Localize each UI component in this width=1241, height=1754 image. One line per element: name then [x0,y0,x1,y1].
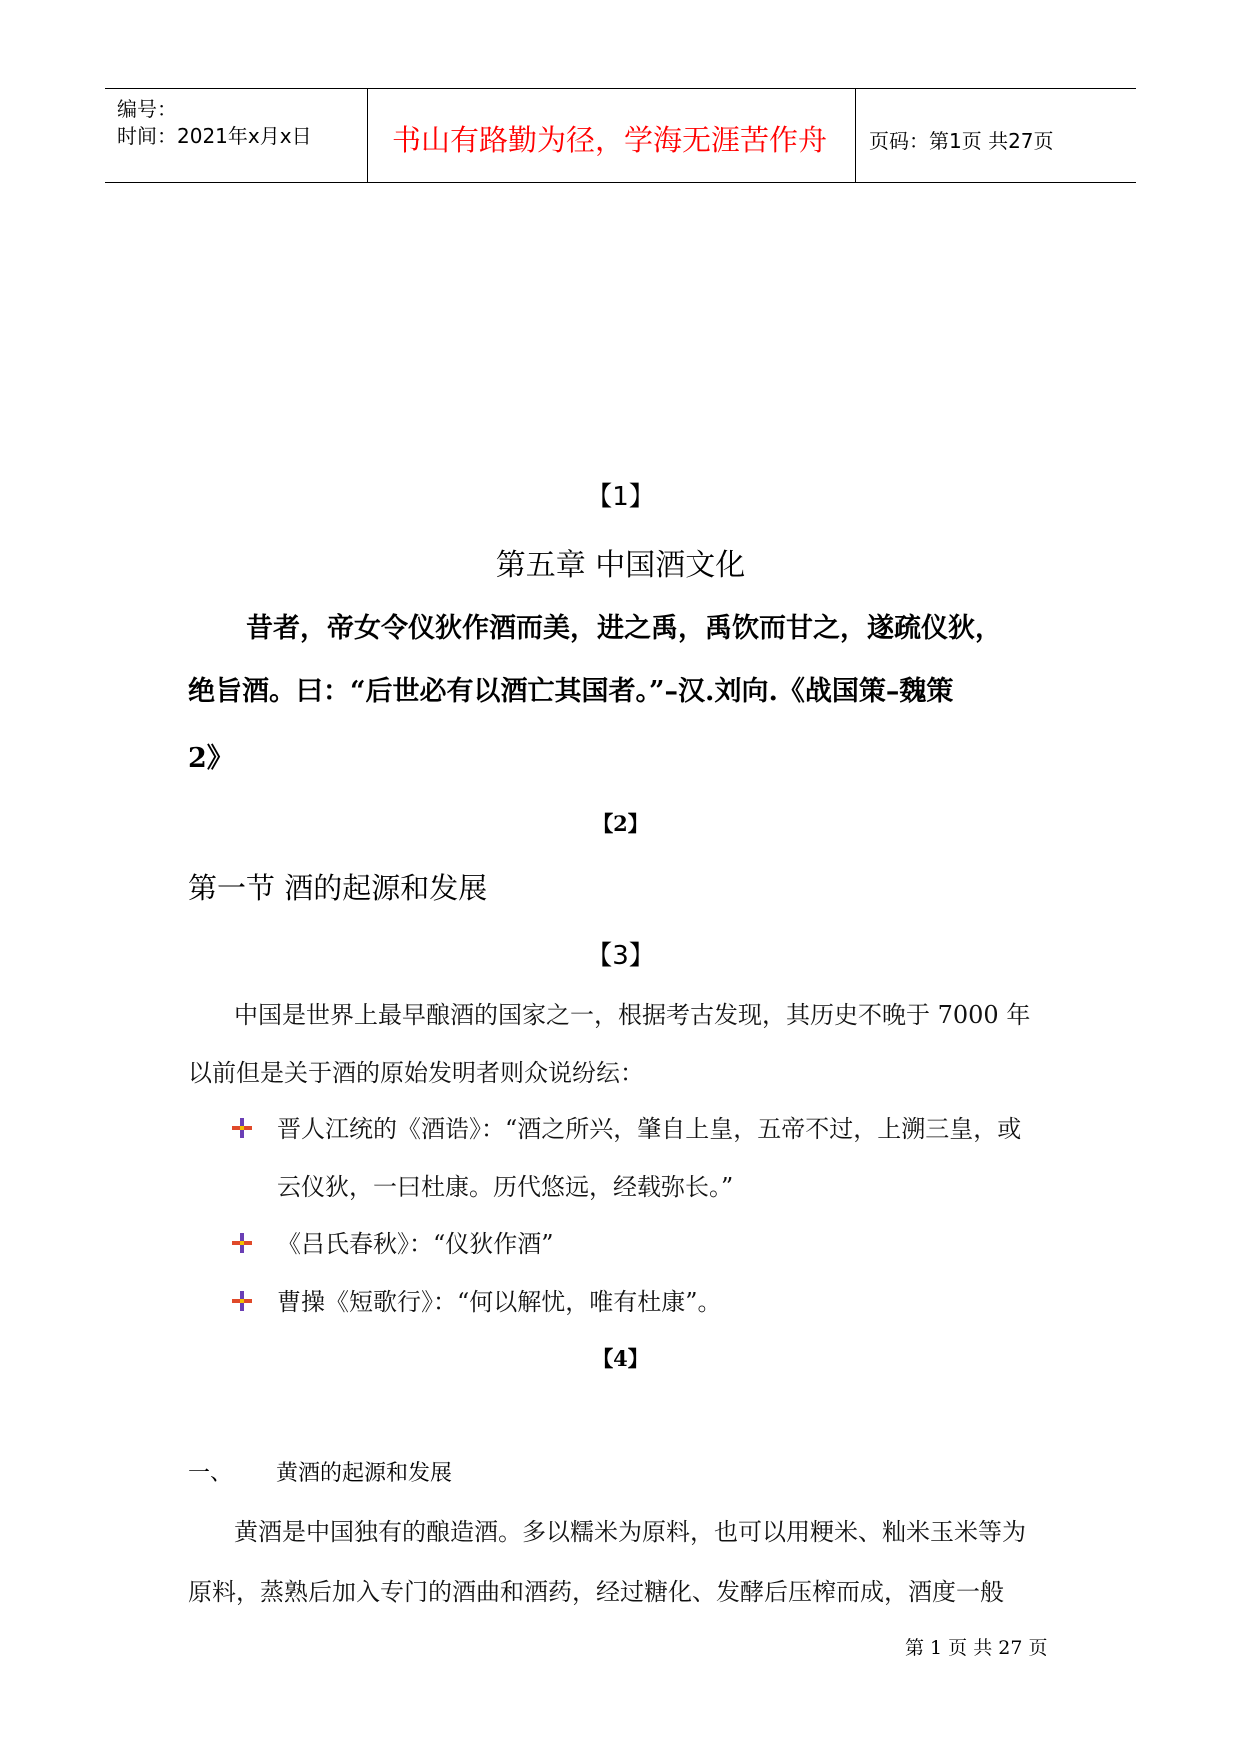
subsection-title: 黄酒的起源和发展 [276,1461,453,1486]
cross-bullet-icon [231,1232,253,1254]
bullet-1-line-1: 晋人江统的《酒诰》：“酒之所兴，肇自上皇，五帝不过，上溯三皇，或 [277,1115,1022,1143]
subsection-number: 一、 [188,1461,233,1486]
paragraph-marker-3: 【3】 [586,941,655,971]
header-divider-right [855,88,856,183]
quote-line-3: 2》 [188,743,234,774]
chapter-title: 第五章 中国酒文化 [495,548,746,583]
header-divider-left [367,88,368,183]
quote-line-1: 昔者，帝女令仪狄作酒而美，进之禹，禹饮而甘之，遂疏仪狄， [246,613,1002,644]
bullet-3-line-1: 曹操《短歌行》：“何以解忧，唯有杜康”。 [277,1288,722,1316]
date-label: 时间：2021年x月x日 [117,124,312,148]
section-title: 第一节 酒的起源和发展 [188,871,488,905]
quote-line-2: 绝旨酒。曰：“后世必有以酒亡其国者。”–汉.刘向.《战国策–魏策 [188,676,954,707]
intro-line-1: 中国是世界上最早酿酒的国家之一，根据考古发现，其历史不晚于 7000 年 [234,1001,1031,1029]
header-bottom-rule [105,182,1136,183]
paragraph-marker-2: 【2】 [592,811,649,836]
header-motto: 书山有路勤为径，学海无涯苦作舟 [392,123,828,157]
page-footer: 第 1 页 共 27 页 [905,1637,1048,1659]
page-number-label: 页码：第1页 共27页 [869,129,1054,153]
paragraph-marker-1: 【1】 [586,482,655,512]
serial-number-label: 编号： [117,97,177,121]
intro-line-2: 以前但是关于酒的原始发明者则众说纷纭： [188,1059,644,1087]
huangjiu-line-2: 原料，蒸熟后加入专门的酒曲和酒药，经过糖化、发酵后压榨而成，酒度一般 [188,1578,1004,1606]
header-top-rule [105,88,1136,89]
bullet-2-line-1: 《吕氏春秋》：“仪狄作酒” [277,1230,554,1258]
cross-bullet-icon [231,1117,253,1139]
paragraph-marker-4: 【4】 [592,1346,649,1371]
bullet-1-line-2: 云仪狄，一曰杜康。历代悠远，经载弥长。” [277,1173,734,1201]
cross-bullet-icon [231,1290,253,1312]
huangjiu-line-1: 黄酒是中国独有的酿造酒。多以糯米为原料，也可以用粳米、籼米玉米等为 [234,1518,1026,1546]
